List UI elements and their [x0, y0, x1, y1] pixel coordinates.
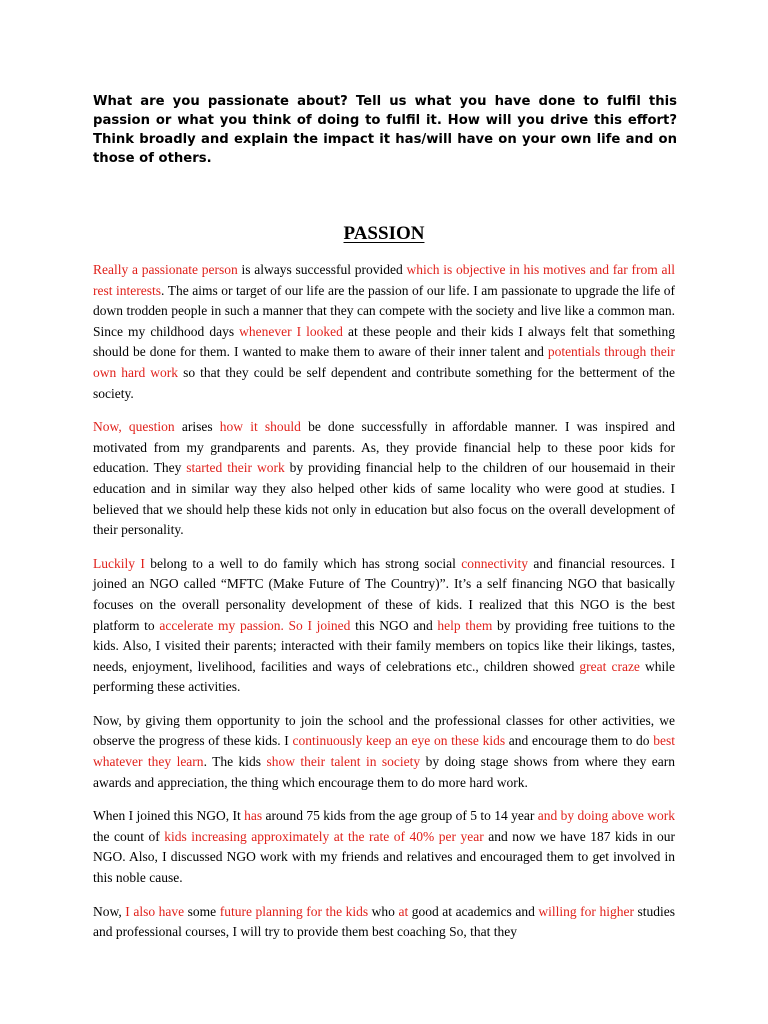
text-segment: this NGO and — [350, 617, 438, 633]
text-segment: be done successfully in affordable manner. I was inspired and motivated from my grandparents and parents. As, they provide financial help to these poor kids for education. They — [93, 419, 675, 476]
text-segment: by doing stage shows from where they earn awards and appreciation, the thing which encourage them to do more hard work. — [93, 754, 676, 790]
essay-paragraph — [93, 260, 675, 404]
text-segment: belong to a well to do family which has strong social — [144, 555, 462, 571]
text-segment: Now, — [93, 903, 126, 919]
highlighted-phrase: Now, question — [93, 419, 175, 435]
highlighted-phrase: and by doing above work — [537, 808, 675, 824]
essay-paragraph — [93, 554, 675, 698]
text-segment: and financial resources. I joined an NGO called “MFTC (Make Future of The Country)”. It’s a self financing NGO that basically focuses on the overall personality development of these of kids. I realized that this NGO is the best platform to — [93, 555, 675, 633]
text-segment: Now, by giving them opportunity to join the school and the professional classes for other activities, we observe the progress of these kids. I — [93, 712, 675, 749]
text-segment: around 75 kids from the age group of 5 to 14 year — [262, 808, 538, 824]
text-segment: . The kids — [203, 754, 267, 770]
highlighted-phrase: Luckily I — [93, 555, 145, 571]
highlighted-phrase: accelerate my passion. So I joined — [159, 617, 351, 633]
text-segment: studies and professional courses, I will try to provide them best coaching So, that they — [93, 903, 676, 940]
highlighted-phrase: which is objective in his motives and far from all rest interests — [93, 262, 675, 298]
highlighted-phrase: help them — [437, 617, 493, 633]
highlighted-phrase: kids increasing approximately at the rate of 40% per year — [164, 828, 484, 844]
essay-prompt: What are you passionate about? Tell us what you have done to fulfil this passion or what you think of doing to fulfil it. How will you drive this effort? Think broadly and explain the impact it has/will have on your own life and on those of others. — [93, 94, 677, 166]
essay-body — [93, 260, 675, 956]
text-segment: some — [184, 903, 220, 919]
essay-paragraph — [93, 711, 675, 793]
essay-paragraph — [93, 417, 675, 541]
text-segment: good at academics and — [408, 903, 539, 919]
highlighted-phrase: whenever I looked — [239, 323, 343, 339]
text-segment: the count of — [93, 828, 165, 844]
text-segment: while performing these activities. — [93, 658, 675, 695]
highlighted-phrase: future planning for the kids — [219, 903, 369, 919]
text-segment: and encourage them to do — [505, 733, 654, 749]
text-segment: and now we have 187 kids in our NGO. Also, I discussed NGO work with my friends and relatives and encouraged them to get involved in this noble cause. — [93, 828, 675, 886]
text-segment: who — [368, 903, 399, 919]
text-segment: by providing financial help to the children of our housemaid in their education and in similar way they also helped other kids of same locality who were good at studies. I believed that we should help these kids not only in education but also focus on the overall development of their personality. — [93, 460, 675, 538]
essay-paragraph — [93, 806, 675, 888]
text-segment: at these people and their kids I always felt that something should be done for them. I wanted to make them to aware of their inner talent and — [93, 323, 676, 360]
highlighted-phrase: continuously keep an eye on these kids — [292, 733, 506, 749]
highlighted-phrase: has — [244, 808, 263, 824]
essay-title-text: PASSION — [343, 223, 425, 244]
highlighted-phrase: at — [398, 903, 409, 919]
highlighted-phrase: show their talent in society — [266, 754, 421, 770]
text-segment: is always successful provided — [237, 262, 407, 277]
highlighted-phrase: how it should — [219, 419, 301, 435]
text-segment: so that they could be self dependent and contribute something for the betterment of the society. — [93, 364, 675, 401]
highlighted-phrase: I also have — [125, 903, 185, 919]
highlighted-phrase: willing for higher — [538, 903, 634, 919]
text-segment: When I joined this NGO, It — [93, 808, 245, 824]
highlighted-phrase: connectivity — [461, 555, 528, 571]
highlighted-phrase: started their work — [186, 460, 285, 476]
text-segment: . The aims or target of our life are the passion of our life. I am passionate to upgrade the life of down trodden people in such a manner that they can compete with the society and live like a common man. Since my childhood days — [93, 282, 675, 339]
highlighted-phrase: potentials through their own hard work — [93, 344, 675, 380]
essay-title — [0, 222, 768, 246]
text-segment: by providing free tuitions to the kids. Also, I visited their parents; interacted with their family members on topics like their likings, tastes, needs, enjoyment, livelihood, facilities and ways of celebrations etc., children showed — [93, 617, 675, 674]
highlighted-phrase: best whatever they learn — [93, 733, 675, 770]
text-segment: arises — [174, 419, 220, 435]
highlighted-phrase: great craze — [579, 658, 640, 674]
essay-paragraph — [93, 902, 675, 943]
highlighted-phrase: Really a passionate person — [93, 262, 238, 277]
